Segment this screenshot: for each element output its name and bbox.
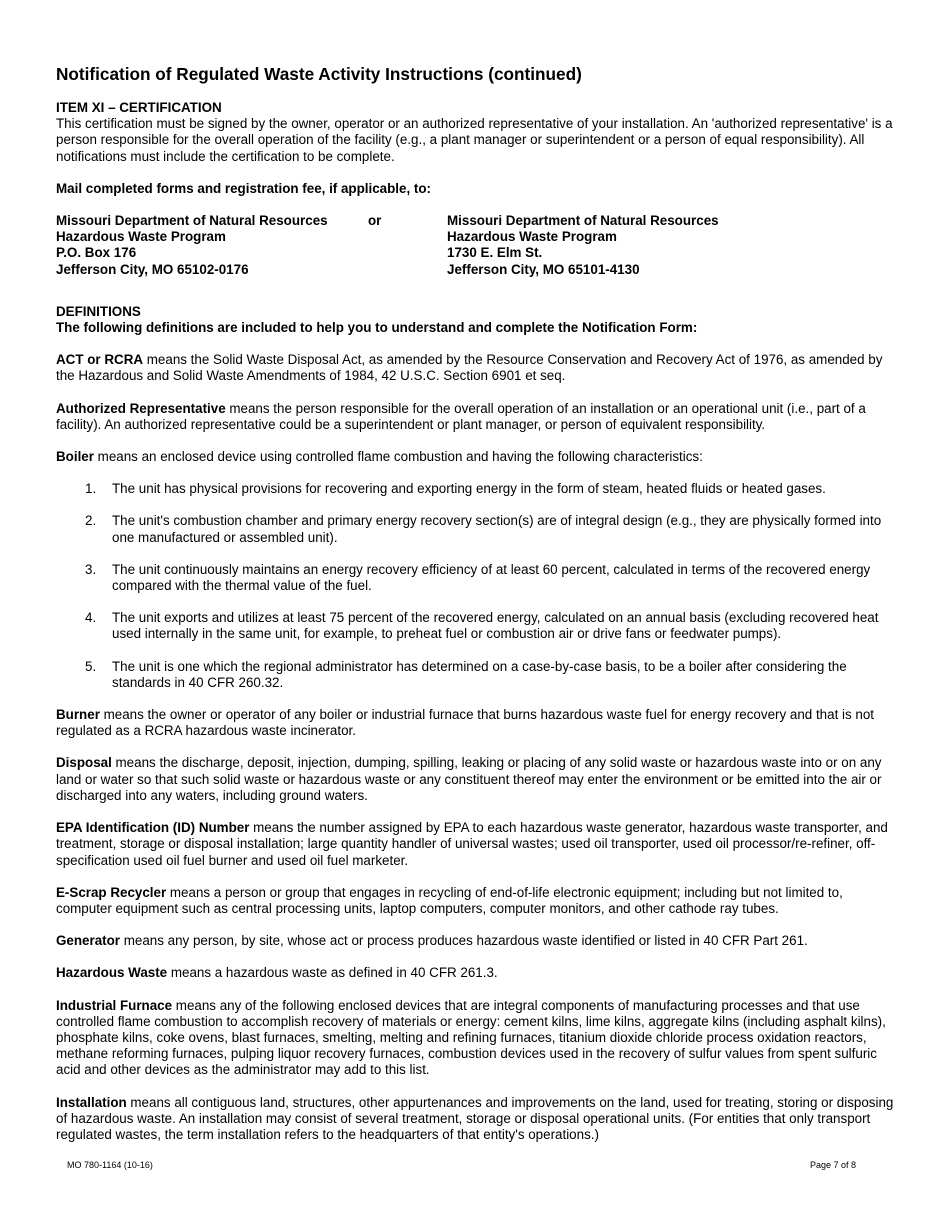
list-item	[56, 513, 894, 545]
address-line: Jefferson City, MO 65102-0176	[56, 261, 249, 277]
definition-text: means the discharge, deposit, injection, dumping, spilling, leaking or placing of any solid waste or hazardous waste into or on any land or water so that such solid waste or hazardous waste or any constituent thereof may enter the environment or be emitted into the air or discharged into any waters, including ground waters.	[56, 755, 882, 803]
address-po-box	[56, 213, 368, 278]
definition-term: Generator	[56, 933, 120, 949]
boiler-characteristics-list	[56, 481, 894, 691]
definition-burner	[56, 707, 894, 739]
certification-heading: ITEM XI – CERTIFICATION	[56, 100, 222, 115]
address-line: Hazardous Waste Program	[447, 229, 617, 245]
definition-term: E-Scrap Recycler	[56, 884, 167, 900]
definition-generator	[56, 933, 894, 949]
definition-term: Installation	[56, 1094, 127, 1110]
address-line: Jefferson City, MO 65101-4130	[447, 261, 640, 277]
definition-term: Hazardous Waste	[56, 965, 168, 981]
certification-text: This certification must be signed by the owner, operator or an authorized representative of your installation. An 'authorized representative' is a person responsible for the overall operation of the facility (e.g., a plant manager or superintendent or a person of equal responsibility). All notifications must include the certification to be complete.	[56, 116, 893, 164]
page-title: Notification of Regulated Waste Activity Instructions (continued)	[56, 64, 582, 84]
definition-text: means any of the following enclosed devices that are integral components of manufacturing processes and that use controlled flame combustion to accomplish recovery of materials or energy: cement kilns, lime kilns, aggregate kilns (including asphalt kilns), phosphate kilns, coke ovens, blast furnaces, smelting, melting and refining furnaces, titanium dioxide chloride process oxidation reactors, methane reforming furnaces, pulping liquor recovery furnaces, combustion devices used in the recovery of sulfur values from spent sulfuric acid and other devices as the administrator may add to this list.	[56, 997, 886, 1078]
list-number: 5.	[85, 658, 97, 674]
address-line: Hazardous Waste Program	[56, 229, 226, 245]
definition-term: EPA Identification (ID) Number	[56, 820, 250, 836]
definition-text: means the Solid Waste Disposal Act, as amended by the Resource Conservation and Recovery Act of 1976, as amended by the Hazardous and Solid Waste Amendments of 1984, 42 U.S.C. Section 6901 et seq.	[56, 352, 883, 384]
form-number: MO 780-1164 (10-16)	[67, 1160, 153, 1170]
definition-act	[56, 352, 894, 384]
mailing-addresses	[56, 213, 894, 278]
document-page	[56, 63, 894, 1143]
list-text: The unit exports and utilizes at least 75 percent of the recovered energy, calculated on an annual basis (excluding recovered heat used internally in the same unit, for example, to preheat fuel or combustion air or drive fans or feedwater pumps).	[112, 610, 879, 642]
definition-text: means the person responsible for the overall operation of an installation or an operational unit (i.e., part of a facility). An authorized representative could be a superintendent or plant manager, or person of equivalent responsibility.	[56, 400, 866, 432]
definition-installation	[56, 1095, 894, 1144]
definition-text: means a person or group that engages in recycling of end-of-life electronic equipment; including but not limited to, computer equipment such as central processing units, laptop computers, computer monitors, and other cathode ray tubes.	[56, 884, 843, 916]
list-text: The unit has physical provisions for recovering and exporting energy in the form of steam, heated fluids or heated gases.	[112, 481, 826, 497]
list-text: The unit is one which the regional administrator has determined on a case-by-case basis, to be a boiler after considering the standards in 40 CFR 260.32.	[112, 658, 847, 690]
definition-text: means the number assigned by EPA to each hazardous waste generator, hazardous waste transporter, and treatment, storage or disposal installation; large quantity handler of universal wastes; used oil transporter, used oil processor/re-refiner, off-specification used oil fuel burner and used oil fuel marketer.	[56, 820, 888, 868]
list-number: 4.	[85, 610, 97, 626]
page-footer	[67, 1157, 856, 1173]
list-item	[56, 562, 894, 594]
list-number: 3.	[85, 561, 97, 577]
definition-term: Boiler	[56, 449, 94, 465]
definition-text: means all contiguous land, structures, other appurtenances and improvements on the land, used for treating, storing or disposing of hazardous waste. An installation may consist of several treatment, storage or disposal operational units. (For entities that only transport regulated wastes, the term installation refers to the headquarters of that entity's operations.)	[56, 1094, 894, 1142]
definition-text: means a hazardous waste as defined in 40 CFR 261.3.	[167, 965, 498, 981]
definition-hazardous-waste	[56, 965, 894, 981]
definition-boiler	[56, 449, 894, 465]
list-item	[56, 481, 894, 497]
mail-instruction: Mail completed forms and registration fee, if applicable, to:	[56, 180, 432, 196]
list-number: 2.	[85, 513, 97, 529]
address-line: Missouri Department of Natural Resources	[447, 213, 719, 229]
address-line: Missouri Department of Natural Resources	[56, 213, 328, 229]
definition-term: Burner	[56, 707, 100, 723]
definition-term: ACT or RCRA	[56, 352, 144, 368]
definition-term: Disposal	[56, 755, 112, 771]
definition-term: Authorized Representative	[56, 400, 226, 416]
or-label: or	[368, 213, 382, 229]
list-number: 1.	[85, 481, 97, 497]
definition-disposal	[56, 755, 894, 804]
definition-e-scrap-recycler	[56, 885, 894, 917]
definition-text: means the owner or operator of any boiler or industrial furnace that burns hazardous waste fuel for energy recovery and that is not regulated as a RCRA hazardous waste incinerator.	[56, 707, 875, 739]
address-street	[447, 213, 719, 278]
address-line: 1730 E. Elm St.	[447, 245, 543, 261]
list-item	[56, 659, 894, 691]
definition-text: means an enclosed device using controlled flame combustion and having the following characteristics:	[93, 449, 703, 465]
definition-epa-id	[56, 820, 894, 869]
definition-authorized-representative	[56, 401, 894, 433]
definition-text: means any person, by site, whose act or process produces hazardous waste identified or listed in 40 CFR Part 261.	[120, 933, 808, 949]
list-text: The unit continuously maintains an energy recovery efficiency of at least 60 percent, calculated in terms of the recovered energy compared with the thermal value of the fuel.	[112, 561, 871, 594]
definition-industrial-furnace	[56, 998, 894, 1079]
definition-term: Industrial Furnace	[56, 997, 173, 1013]
list-text: The unit's combustion chamber and primary energy recovery section(s) are of integral design (e.g., they are physically formed into one manufactured or assembled unit).	[112, 513, 882, 545]
address-line: P.O. Box 176	[56, 245, 137, 261]
definitions-heading: DEFINITIONS	[56, 303, 141, 319]
page-number: Page 7 of 8	[809, 1160, 856, 1170]
definitions-intro: The following definitions are included to help you to understand and complete the Notification Form:	[56, 320, 698, 336]
list-item	[56, 610, 894, 642]
